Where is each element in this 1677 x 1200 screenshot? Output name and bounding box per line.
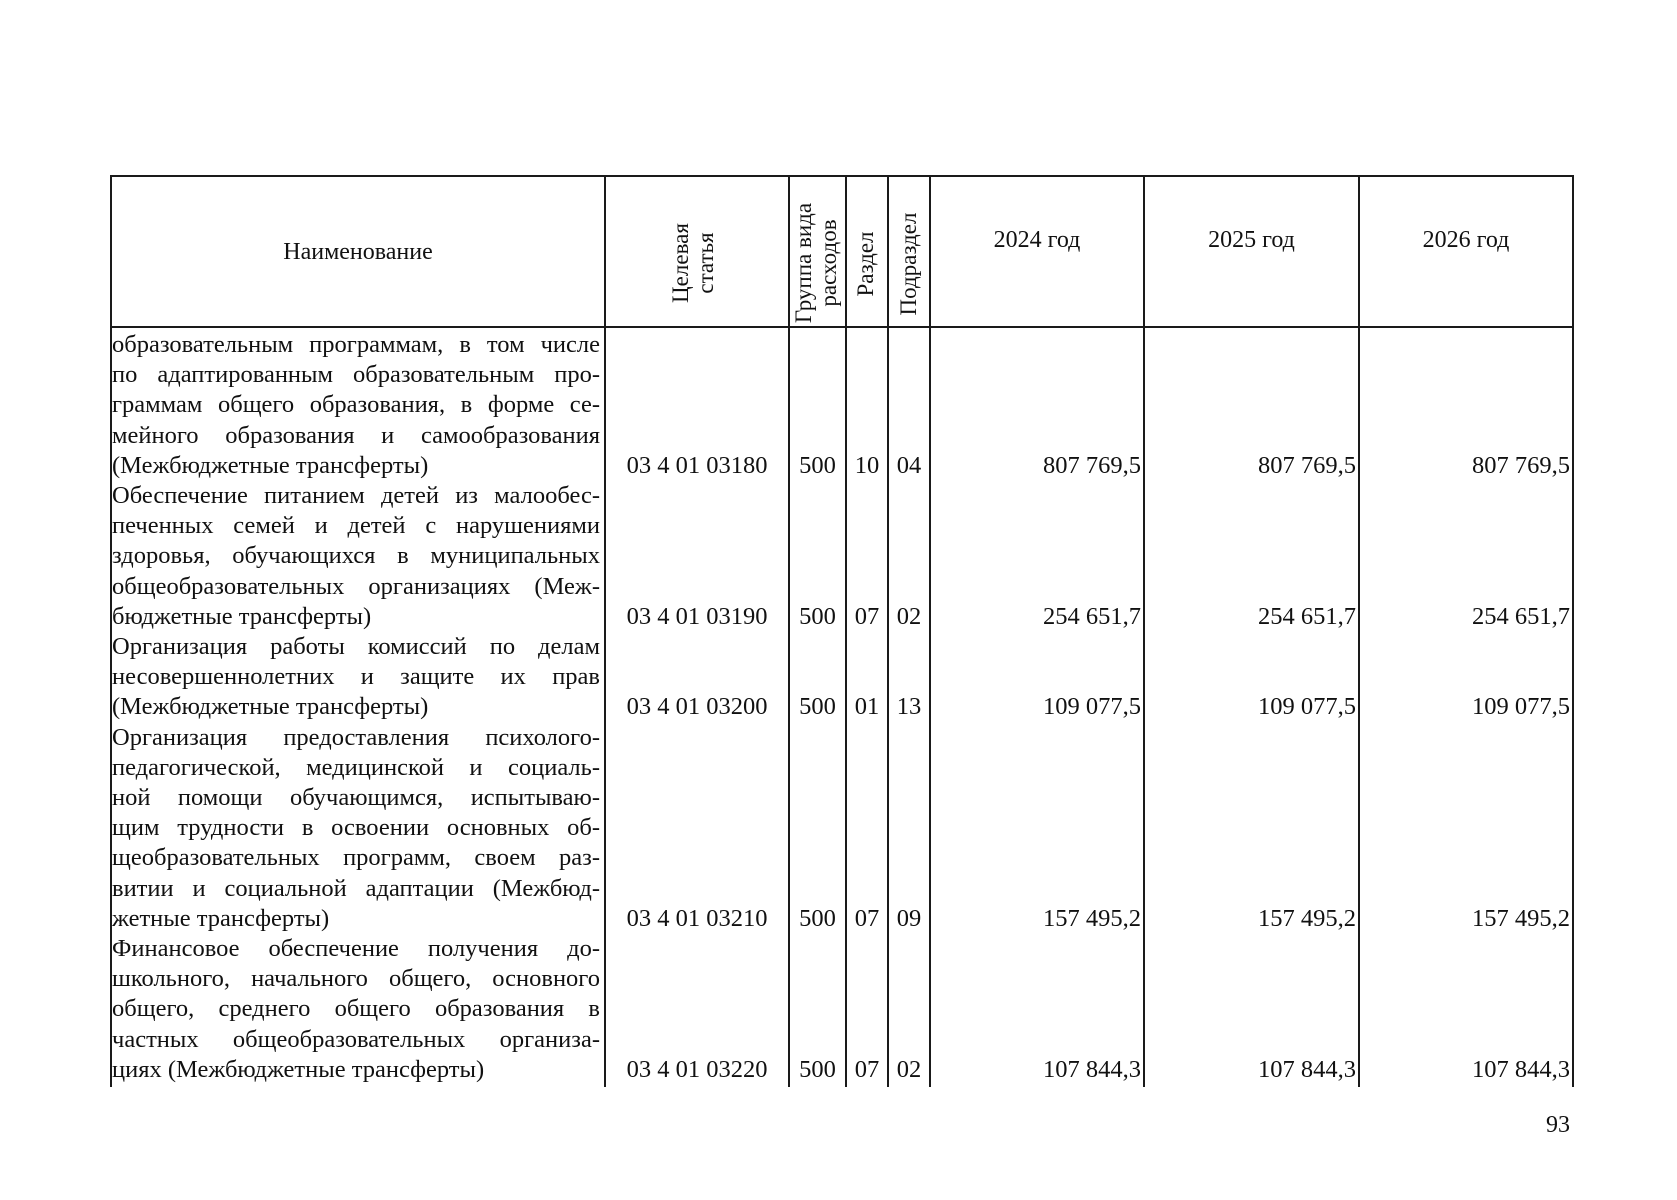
row-value-2025: 807 769,5 [1258, 451, 1356, 479]
row-value-2025: 107 844,3 [1258, 1055, 1356, 1083]
row-target-article: 03 4 01 03200 [626, 693, 768, 721]
row-name-line: общего, среднего общего образования в [112, 995, 600, 1023]
row-value-2025: 254 651,7 [1258, 602, 1356, 630]
row-value-2024: 107 844,3 [1043, 1055, 1141, 1083]
row-value-2026: 109 077,5 [1472, 693, 1570, 721]
row-expense-group: 500 [799, 602, 836, 630]
row-name-line: Финансовое обеспечение получения до- [112, 935, 600, 962]
row-section: 10 [854, 451, 880, 479]
row-name-line: (Межбюджетные трансферты) [112, 451, 429, 479]
row-section: 07 [854, 904, 880, 932]
row-name [112, 481, 600, 632]
row-name-line: витии и социальной адаптации (Межбюд- [112, 874, 600, 902]
row-name-line: частных общеобразовательных организа- [112, 1025, 600, 1053]
row-section: 01 [854, 693, 880, 721]
row-name-line: несовершеннолетних и защите их прав [112, 663, 600, 691]
row-name-line: по адаптированным образовательным про- [112, 361, 600, 389]
row-section: 07 [854, 1055, 880, 1083]
row-name-line: здоровья, обучающихся в муниципальных [112, 542, 600, 570]
row-name-line: Обеспечение питанием детей из малообес- [112, 482, 600, 509]
row-subsection: 13 [896, 693, 922, 721]
row-target-article: 03 4 01 03190 [626, 602, 768, 630]
row-value-2024: 157 495,2 [1043, 904, 1141, 932]
header-section: Раздел [853, 231, 878, 297]
header-expense-group-line2: расходов [816, 219, 841, 307]
row-name-line: ной помощи обучающимся, испытываю- [112, 784, 600, 811]
row-subsection: 09 [896, 904, 922, 932]
header-name: Наименование [283, 238, 433, 265]
row-name-line: образовательным программам, в том числе [112, 331, 600, 358]
row-target-article: 03 4 01 03220 [626, 1055, 768, 1083]
row-target-article: 03 4 01 03210 [626, 904, 768, 932]
row-value-2024: 109 077,5 [1043, 693, 1141, 721]
row-expense-group: 500 [799, 1055, 836, 1083]
row-name [112, 934, 600, 1085]
header-target-article-line1: Целевая [668, 223, 693, 303]
row-name-line: мейного образования и самообразования [112, 421, 600, 449]
row-name-line: (Межбюджетные трансферты) [112, 693, 429, 721]
row-name [112, 632, 600, 723]
row-subsection: 02 [896, 602, 922, 630]
row-name-line: граммам общего образования, в форме се- [112, 391, 600, 419]
row-value-2026: 107 844,3 [1472, 1055, 1570, 1083]
row-name-line: жетные трансферты) [112, 904, 330, 932]
row-section: 07 [854, 602, 880, 630]
header-target-article-line2: статья [693, 232, 718, 294]
row-name-line: щим трудности в освоении основных об- [112, 814, 600, 842]
row-subsection: 02 [896, 1055, 922, 1083]
row-name-line: педагогической, медицинской и социаль- [112, 753, 600, 781]
row-expense-group: 500 [799, 451, 836, 479]
header-expense-group-line1: Группа вида [791, 202, 816, 324]
row-name [112, 723, 600, 934]
header-2025: 2025 год [1208, 226, 1295, 253]
row-expense-group: 500 [799, 693, 836, 721]
page-number: 93 [1546, 1112, 1570, 1138]
header-target-article [668, 193, 724, 333]
row-value-2025: 109 077,5 [1258, 693, 1356, 721]
header-subsection: Подраздел [896, 212, 921, 316]
row-name-line: печенных семей и детей с нарушениями [112, 512, 600, 540]
row-name [112, 330, 600, 481]
row-name-line: щеобразовательных программ, своем раз- [112, 844, 600, 872]
row-value-2026: 254 651,7 [1472, 602, 1570, 630]
row-value-2026: 807 769,5 [1472, 451, 1570, 479]
row-subsection: 04 [896, 451, 922, 479]
header-2026: 2026 год [1422, 226, 1510, 253]
row-value-2025: 157 495,2 [1258, 904, 1356, 932]
col-line-right [1572, 175, 1574, 1087]
row-name-line: Организация работы комиссий по делам [112, 633, 600, 660]
row-value-2024: 807 769,5 [1043, 451, 1141, 479]
row-expense-group: 500 [799, 904, 836, 932]
row-name-line: Организация предоставления психолого- [112, 723, 600, 751]
row-name-line: циях (Межбюджетные трансферты) [112, 1055, 485, 1083]
row-value-2026: 157 495,2 [1472, 904, 1570, 932]
row-name-line: бюджетные трансферты) [112, 602, 372, 630]
row-name-line: общеобразовательных организациях (Меж- [112, 572, 600, 600]
row-value-2024: 254 651,7 [1043, 602, 1141, 630]
row-target-article: 03 4 01 03180 [626, 451, 768, 479]
budget-table [110, 175, 1574, 1087]
header-2024: 2024 год [993, 226, 1081, 253]
header-expense-group [791, 192, 843, 334]
row-name-line: школьного, начального общего, основного [112, 965, 600, 993]
